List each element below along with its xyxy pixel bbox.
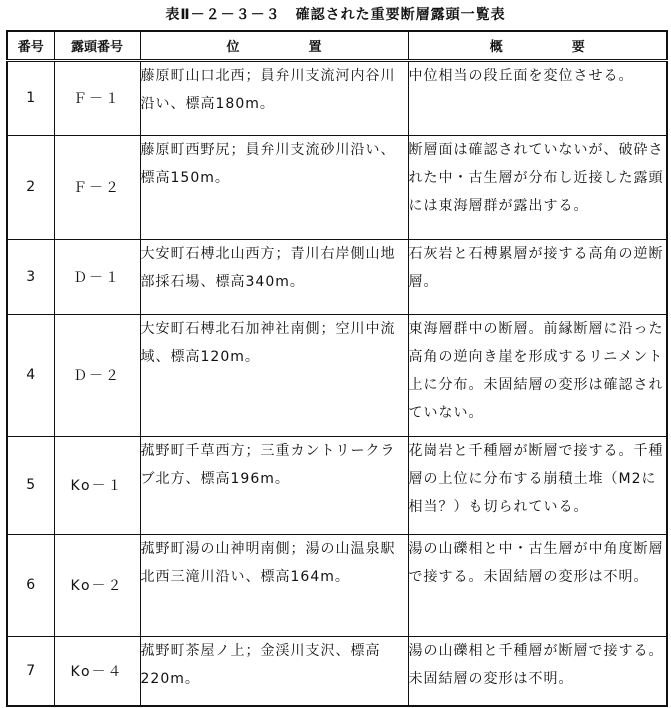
summary-cell: 東海層群中の断層。前縁断層に沿った高角の逆向き崖を形成するリニメント上に分布。未固結層の変形は確認されていない。 <box>408 314 667 436</box>
summary-cell: 中位相当の段丘面を変位させる。 <box>408 60 667 135</box>
location-cell: 菰野町千草西方；三重カントリークラブ北方、標高196m。 <box>140 436 408 534</box>
outcrop-code: Ko－２ <box>54 534 140 636</box>
row-number: 6 <box>7 534 54 636</box>
table-row <box>7 239 667 314</box>
table-row <box>7 534 667 636</box>
summary-cell: 湯の山礫相と千種層が断層で接する。未固結層の変形は不明。 <box>408 636 667 706</box>
summary-cell: 湯の山礫相と中・古生層が中角度断層で接する。未固結層の変形は不明。 <box>408 534 667 636</box>
header-location: 位 置 <box>140 31 408 60</box>
location-cell: 大安町石榑北石加神社南側；空川中流域、標高120m。 <box>140 314 408 436</box>
location-cell: 大安町石榑北山西方；青川右岸側山地部採石場、標高340m。 <box>140 239 408 314</box>
row-number: 1 <box>7 60 54 135</box>
summary-cell: 石灰岩と石榑累層が接する高角の逆断層。 <box>408 239 667 314</box>
row-number: 4 <box>7 314 54 436</box>
row-number: 7 <box>7 636 54 706</box>
table-row <box>7 314 667 436</box>
header-number: 番号 <box>7 31 54 60</box>
row-number: 5 <box>7 436 54 534</box>
header-row <box>7 31 667 60</box>
outcrop-code: Ｄ－２ <box>54 314 140 436</box>
outcrop-code: Ｆ－１ <box>54 60 140 135</box>
outcrop-code: Ｆ－２ <box>54 135 140 239</box>
fault-outcrop-table <box>6 30 668 707</box>
row-number: 2 <box>7 135 54 239</box>
location-cell: 菰野町茶屋ノ上；金渓川支沢、標高220m。 <box>140 636 408 706</box>
table-row <box>7 636 667 706</box>
location-cell: 菰野町湯の山神明南側；湯の山温泉駅北西三滝川沿い、標高164m。 <box>140 534 408 636</box>
row-number: 3 <box>7 239 54 314</box>
table-caption: 表Ⅱ－２－３－３ 確認された重要断層露頭一覧表 <box>165 7 506 23</box>
header-outcrop-number: 露頭番号 <box>54 31 140 60</box>
outcrop-code: Ko－１ <box>54 436 140 534</box>
table-row <box>7 135 667 239</box>
outcrop-code: Ｄ－１ <box>54 239 140 314</box>
table-row <box>7 60 667 135</box>
outcrop-code: Ko－４ <box>54 636 140 706</box>
summary-cell: 断層面は確認されていないが、破砕された中・古生層が分布し近接した露頭には東海層群が露出する。 <box>408 135 667 239</box>
location-cell: 藤原町山口北西；員弁川支流河内谷川沿い、標高180m。 <box>140 60 408 135</box>
location-cell: 藤原町西野尻；員弁川支流砂川沿い、標高150m。 <box>140 135 408 239</box>
summary-cell: 花崗岩と千種層が断層で接する。千種層の上位に分布する崩積土堆（M2に相当？）も切られている。 <box>408 436 667 534</box>
table-row <box>7 436 667 534</box>
header-summary: 概 要 <box>408 31 667 60</box>
